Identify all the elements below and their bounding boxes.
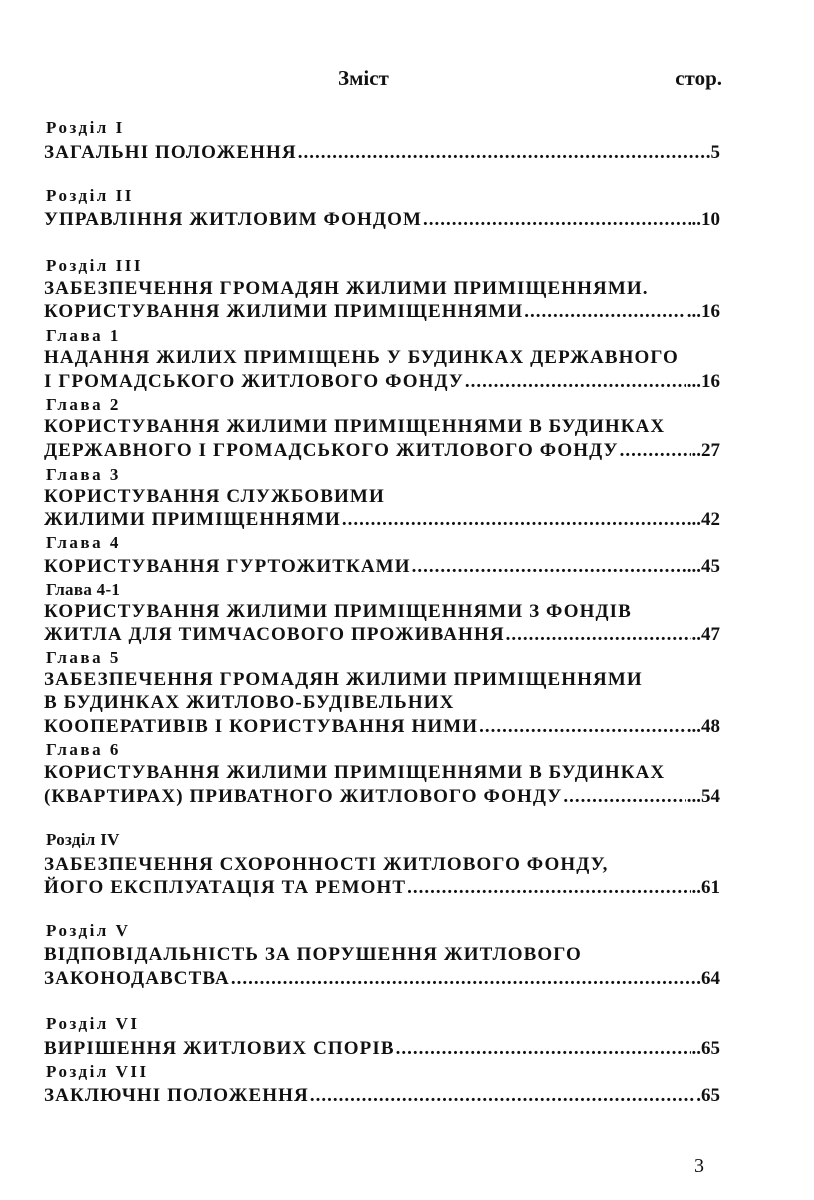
entry-title-line: КОРИСТУВАННЯ ЖИЛИМИ ПРИМІЩЕННЯМИ В БУДИНКАХ [44, 416, 666, 437]
toc-entry[interactable] [44, 624, 720, 646]
entry-page: .64 [696, 968, 720, 989]
entry-page: .5 [705, 142, 720, 163]
toc-entry[interactable] [44, 556, 720, 578]
section-label: Розділ II [46, 186, 134, 205]
entry-title: ЖИТЛА ДЛЯ ТИМЧАСОВОГО ПРОЖИВАННЯ [44, 624, 505, 645]
dot-leader [231, 968, 695, 990]
toc-entry[interactable] [44, 440, 720, 462]
entry-title-line: КОРИСТУВАННЯ ЖИЛИМИ ПРИМІЩЕННЯМИ В БУДИНКАХ [44, 762, 666, 783]
toc-entry[interactable] [44, 142, 720, 164]
section-label: Розділ VII [46, 1062, 149, 1081]
entry-title-line: ЗАБЕЗПЕЧЕННЯ СХОРОННОСТІ ЖИТЛОВОГО ФОНДУ, [44, 854, 609, 875]
chapter-label: Глава 5 [46, 648, 121, 667]
dot-leader [412, 556, 686, 578]
section-label: Розділ I [46, 118, 125, 137]
toc-entry[interactable] [44, 509, 720, 531]
entry-page: ..27 [691, 440, 720, 461]
chapter-label: Глава 4-1 [46, 580, 121, 599]
entry-page: ..10 [691, 209, 720, 230]
dot-leader [620, 440, 691, 462]
section-label: Розділ IV [46, 830, 120, 849]
page-column-heading: стор. [675, 66, 722, 90]
entry-title-line: НАДАННЯ ЖИЛИХ ПРИМІЩЕНЬ У БУДИНКАХ ДЕРЖАВНОГО [44, 347, 679, 368]
entry-page: ..47 [691, 624, 720, 645]
entry-title-line: ЗАБЕЗПЕЧЕННЯ ГРОМАДЯН ЖИЛИМИ ПРИМІЩЕННЯМИ. [44, 278, 649, 299]
entry-title: (КВАРТИРАХ) ПРИВАТНОГО ЖИТЛОВОГО ФОНДУ [44, 786, 563, 807]
entry-page: ..61 [691, 877, 720, 898]
chapter-label: Глава 3 [46, 465, 121, 484]
toc-entry[interactable] [44, 877, 720, 899]
dot-leader [479, 716, 686, 738]
entry-title: УПРАВЛІННЯ ЖИТЛОВИМ ФОНДОМ [44, 209, 423, 230]
dot-leader [524, 301, 686, 323]
chapter-label: Глава 1 [46, 326, 121, 345]
entry-title: КООПЕРАТИВІВ І КОРИСТУВАННЯ НИМИ [44, 716, 479, 737]
dot-leader [465, 371, 686, 393]
dot-leader [407, 877, 690, 899]
toc-entry[interactable] [44, 1085, 720, 1107]
entry-page: ...54 [686, 786, 720, 807]
page-number: 3 [694, 1155, 704, 1177]
entry-title-line: КОРИСТУВАННЯ СЛУЖБОВИМИ [44, 486, 385, 507]
entry-title: ЙОГО ЕКСПЛУАТАЦІЯ ТА РЕМОНТ [44, 877, 407, 898]
dot-leader [298, 142, 705, 164]
section-label: Розділ III [46, 256, 143, 275]
chapter-label: Глава 2 [46, 395, 121, 414]
entry-title: І ГРОМАДСЬКОГО ЖИТЛОВОГО ФОНДУ [44, 371, 464, 392]
chapter-label: Глава 4 [46, 533, 121, 552]
entry-page: ...42 [686, 509, 720, 530]
entry-title-line: КОРИСТУВАННЯ ЖИЛИМИ ПРИМІЩЕННЯМИ З ФОНДІВ [44, 601, 632, 622]
entry-page: ..65 [691, 1038, 720, 1059]
entry-title: КОРИСТУВАННЯ ГУРТОЖИТКАМИ [44, 556, 411, 577]
section-label: Розділ VI [46, 1014, 140, 1033]
dot-leader [310, 1085, 695, 1107]
entry-page: .65 [696, 1085, 720, 1106]
toc-entry[interactable] [44, 716, 720, 738]
section-label: Розділ V [46, 921, 131, 940]
entry-title: ВИРІШЕННЯ ЖИТЛОВИХ СПОРІВ [44, 1038, 395, 1059]
chapter-label: Глава 6 [46, 740, 121, 759]
dot-leader [563, 786, 685, 808]
entry-title: ДЕРЖАВНОГО І ГРОМАДСЬКОГО ЖИТЛОВОГО ФОНДУ [44, 440, 619, 461]
dot-leader [342, 509, 686, 531]
dot-leader [423, 209, 690, 231]
toc-entry[interactable] [44, 786, 720, 808]
entry-title: ЗАГАЛЬНІ ПОЛОЖЕННЯ [44, 142, 297, 163]
dot-leader [506, 624, 691, 646]
entry-page: ...16 [686, 371, 720, 392]
entry-title: ЖИЛИМИ ПРИМІЩЕННЯМИ [44, 509, 341, 530]
toc-entry[interactable] [44, 371, 720, 393]
entry-title: ЗАКЛЮЧНІ ПОЛОЖЕННЯ [44, 1085, 309, 1106]
entry-title: КОРИСТУВАННЯ ЖИЛИМИ ПРИМІЩЕННЯМИ [44, 301, 524, 322]
toc-entry[interactable] [44, 209, 720, 231]
toc-title: Зміст [338, 66, 389, 90]
dot-leader [396, 1038, 691, 1060]
entry-title-line: В БУДИНКАХ ЖИТЛОВО-БУДІВЕЛЬНИХ [44, 692, 455, 713]
entry-page: ...16 [686, 301, 720, 322]
entry-title: ЗАКОНОДАВСТВА [44, 968, 230, 989]
entry-title-line: ВІДПОВІДАЛЬНІСТЬ ЗА ПОРУШЕННЯ ЖИТЛОВОГО [44, 944, 582, 965]
toc-entry[interactable] [44, 1038, 720, 1060]
entry-page: ...48 [686, 716, 720, 737]
toc-entry[interactable] [44, 301, 720, 323]
toc-entry[interactable] [44, 968, 720, 990]
entry-page: ...45 [686, 556, 720, 577]
entry-title-line: ЗАБЕЗПЕЧЕННЯ ГРОМАДЯН ЖИЛИМИ ПРИМІЩЕННЯМИ [44, 669, 643, 690]
